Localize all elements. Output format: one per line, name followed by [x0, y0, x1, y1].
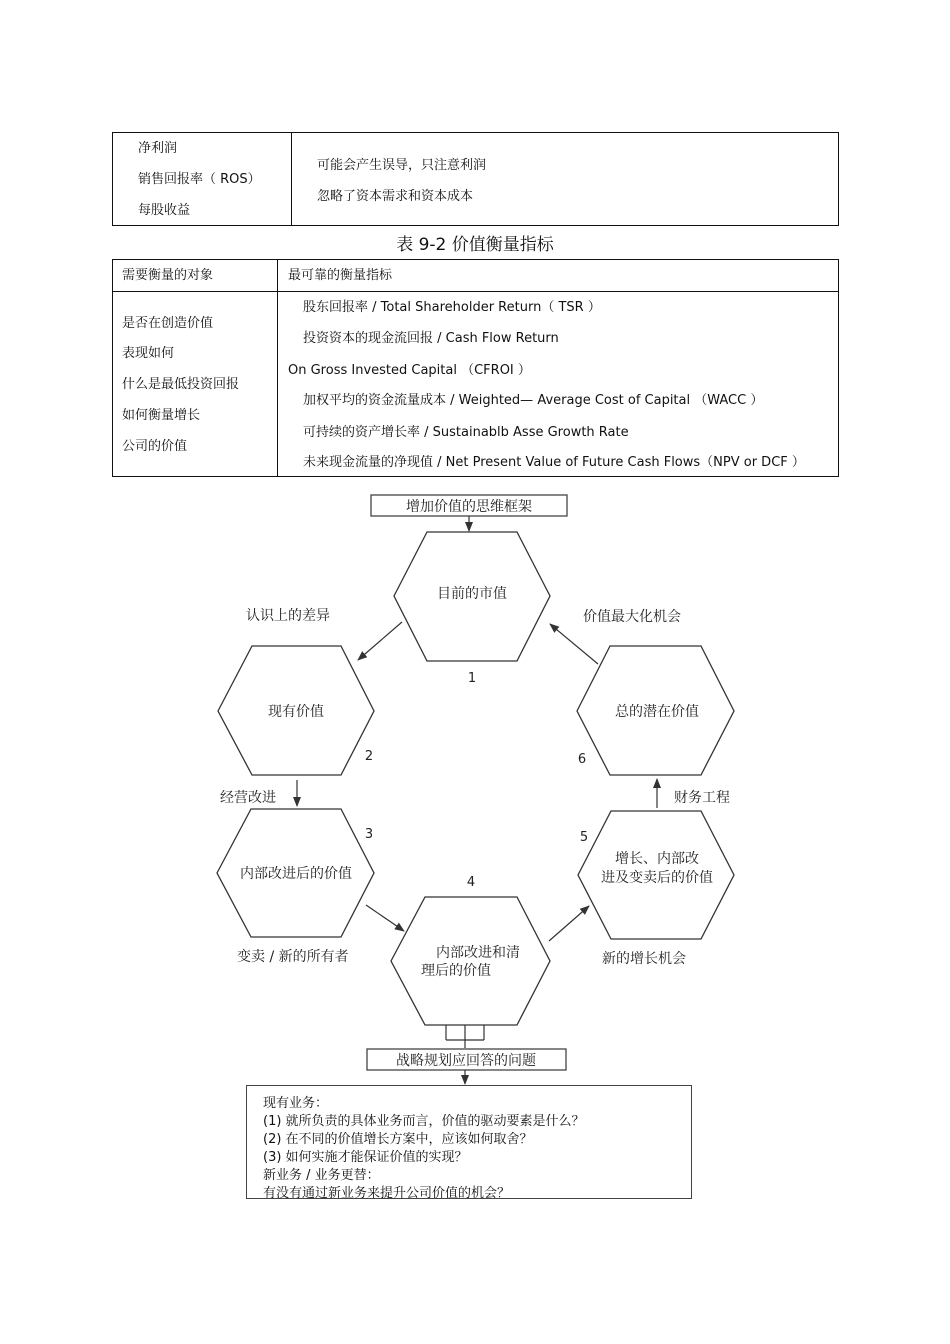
node-label: 增长、内部改 [615, 851, 699, 867]
arrow-4-to-5 [549, 906, 589, 941]
table1-right-item: 可能会产生误导，只注意利润 [317, 158, 487, 173]
table1-left-item: 净利润 [138, 141, 178, 156]
strategy-title: 战略规划应回答的问题 [396, 1053, 536, 1069]
node-label: 内部改进和清 [436, 945, 520, 961]
edge-label: 价值最大化机会 [583, 609, 681, 625]
node-number: 1 [467, 671, 477, 686]
node-label: 总的潜在价值 [615, 704, 699, 720]
edge-label: 新的增长机会 [602, 951, 686, 967]
table2-right-item: 可持续的资产增长率 / Sustainablb Asse Growth Rate [303, 425, 629, 440]
node-label: 理后的价值 [421, 963, 491, 979]
edge-label: 财务工程 [674, 790, 730, 806]
table2-right-item: 未来现金流量的净现值 / Net Present Value of Future Cash Flows（NPV or DCF ） [303, 455, 805, 470]
table1-left-item: 销售回报率（ ROS） [138, 172, 261, 187]
table2-right-item: 投资资本的现金流回报 / Cash Flow Return [303, 331, 559, 346]
table-caption: 表 9-2 价值衡量指标 [396, 235, 554, 255]
table2-left-item: 如何衡量增长 [122, 408, 201, 423]
node-label: 进及变卖后的价值 [601, 870, 713, 886]
edge-label: 经营改进 [220, 790, 276, 806]
hexagon-improvement-cleanup-value [391, 897, 550, 1025]
node-number: 6 [577, 752, 587, 767]
node-label: 目前的市值 [437, 586, 507, 602]
framework-title: 增加价值的思维框架 [406, 499, 532, 515]
question-line: 现有业务： [263, 1096, 329, 1111]
edge-label: 变卖 / 新的所有者 [237, 949, 349, 965]
table2-left-item: 表现如何 [122, 346, 175, 361]
arrow-3-to-4 [366, 905, 404, 931]
header-label: 最可靠的衡量指标 [288, 268, 393, 283]
header-label: 需要衡量的对象 [122, 268, 214, 283]
node-number: 2 [364, 749, 374, 764]
arrow-1-to-2 [358, 622, 402, 660]
node-label: 内部改进后的价值 [240, 866, 352, 882]
question-line: (3) 如何实施才能保证价值的实现？ [263, 1150, 468, 1165]
table2-left-item: 公司的价值 [122, 439, 188, 454]
strategy-questions-box [246, 1085, 692, 1199]
question-line: 有没有通过新业务来提升公司价值的机会？ [263, 1186, 511, 1201]
table1-left-item: 每股收益 [138, 203, 191, 218]
question-line: (2) 在不同的价值增长方案中，应该如何取舍？ [263, 1132, 533, 1147]
edge-label: 认识上的差异 [246, 608, 330, 624]
table2-right-item: On Gross Invested Capital （CFROI ） [288, 363, 531, 378]
table1-right-item: 忽略了资本需求和资本成本 [317, 189, 474, 204]
node-label: 现有价值 [268, 704, 324, 720]
node-number: 5 [579, 830, 589, 845]
question-line: (1) 就所负责的具体业务而言，价值的驱动要素是什么？ [263, 1114, 585, 1129]
node-number: 3 [364, 827, 374, 842]
table2-left-item: 什么是最低投资回报 [122, 377, 240, 392]
table2-left-item: 是否在创造价值 [122, 316, 214, 331]
table2-right-item: 股东回报率 / Total Shareholder Return（ TSR ） [303, 300, 601, 315]
node-number: 4 [466, 875, 476, 890]
arrow-6-to-1 [550, 624, 598, 664]
table2-right-item: 加权平均的资金流量成本 / Weighted— Average Cost of Capital （WACC ） [303, 393, 764, 408]
question-line: 新业务 / 业务更替： [263, 1168, 380, 1183]
